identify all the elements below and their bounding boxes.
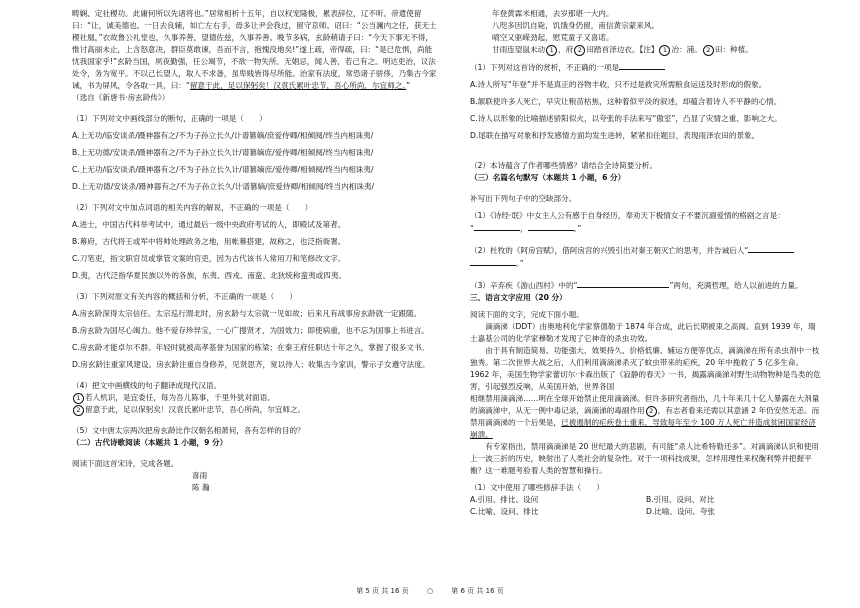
- passage-underlined: 留意于此，足以保躬矣！汉袁氏累叶忠节，吾心所尚，尔宜师之。: [189, 81, 407, 90]
- poem-note-2: 田：种植。: [714, 45, 753, 54]
- dictation-2: [470, 244, 822, 270]
- q2-option-b: B.幕府，古代将王或军中将帅处理政务之地，用帐幕搭建，故称之，也泛指衙署。: [72, 237, 346, 246]
- q1-option-d: D.上无功德/安谈杀/蹑神器有之/不为子孙立长久/计谱篡嫡/庶爱侍卿/相倾阋/终当内相诛夷/: [72, 182, 375, 191]
- passage-part-2: ”: [406, 81, 411, 90]
- dictation-3-tail: ”两句，充满哲理，给人以前进的力量。: [669, 281, 803, 290]
- q3-option-b: B.房玄龄为国尽心竭力。他不爱存珍异宝，一心广搜贤才，为国效力；即使病重，也不忘为国事上书进言。: [72, 326, 429, 335]
- circled-2-icon: 2: [646, 406, 657, 417]
- section-4-heading: 三、语言文字应用（20 分）: [470, 293, 567, 302]
- answer-blank[interactable]: [528, 222, 574, 231]
- q4-stem: （4）把文中画横线的句子翻译成现代汉语。: [72, 381, 222, 390]
- dictation-1: （1）《诗经·氓》中女主人公有感于自身经历，奉劝天下极情女子不要沉湎爱情的格剧之言是：: [470, 211, 785, 220]
- language-option-d: D.比喻、设问、夸张: [646, 507, 716, 516]
- poem-q1-stem-text: （1）下列对这首诗的赏析，不正确的一项是: [470, 63, 620, 72]
- q2-option-d: D.夷，古代泛指华夏民族以外的各族，东夷、西戎、南蛮、北狄统称蛮夷或四夷。: [72, 271, 347, 280]
- right-page: [470, 8, 822, 518]
- poem-note-tail: 田踏首泽边衣。【注】: [586, 45, 659, 54]
- poem-q2-stem: （2）本诗蕴含了作者哪些情感？请结合全诗简要分析。: [470, 161, 658, 170]
- poem-line-4-text: 甘雨连望鼠未动: [492, 45, 546, 54]
- q2-option-c: C.刀笔吏，指文职官员或掌管文案的官吏，因为古代该书人常用刀和笔修改文字。: [72, 254, 346, 263]
- language-option-a: A.引用、排比、设问: [470, 495, 539, 504]
- answer-blank[interactable]: [577, 279, 623, 288]
- poem-line-4: [470, 44, 822, 56]
- poem-note-1: 冶：浦。: [671, 45, 702, 54]
- language-options-row-1: [470, 494, 822, 506]
- dictation-2-tail: 。”: [516, 259, 524, 268]
- poem-line-3: 晴空又驱嵘劲起，慰荒童子又喜诺。: [492, 33, 614, 42]
- circled-2-icon: 2: [73, 405, 84, 416]
- language-intro: 阅读下面的文字，完成下面小题。: [470, 310, 584, 319]
- page-number-right: 第 6 页 共 16 页: [451, 587, 504, 595]
- poem-q1-option-d: D.尾联在描写对象和抒发感情方面均发生进转，紧紧扣住题目，表现雨泽农田的景象。: [470, 131, 760, 140]
- page-number-left: 第 5 页 共 16 页: [356, 587, 409, 595]
- passage-part-1: 畴娴、定社稷功。此庸何所以先诸将也。”居常相析十五年，自以权宠隆极，累表辞位，辽不听。帝遣使留曰：“让，诚美德也。一日去良辅，如亡左右手，毋多让尹会我过，留守京师。诏曰：“公当澜内之任，获无土稷社凰，”衣故鲁公礼堂也，久事养善，望德佐兹，久事养善。晚节多病，玄龄稍请子曰：“今天下事无不得，惟讨高丽未止，上含怒意决，群臣莫敢谏，吾而不言，抱愧没地矣!”遂上疏，帝得疏，曰：“是已危惧，尚能忧我国家乎!”玄龄当国，夙夜勤强，任公竭节，不欲一物失所。无娼忌，闻人善，若己有之。明达吏治，议法处令，务为宽平。不以己长望人，取人不求备，虽卑贱皆得尽所能。治家有法度，常恐诸子骄侈，乃集古今家诫，书为屏风，令各取一具，曰：“: [72, 9, 437, 90]
- poem-q1-stem: [470, 61, 822, 74]
- answer-blank[interactable]: [470, 257, 516, 266]
- language-para-3-tail: ，有志者看来还需以其意涵 2 年仍安然无恙。而禁用滴滴涕的一个后果是，: [470, 406, 820, 427]
- poem-q1-option-a: A.诗人所写“年登”并不是真正的谷物丰收，只不过是救灾所需粮食运送及时形成的假象。: [470, 80, 767, 89]
- language-option-b: B.引用、设问、对比: [646, 495, 715, 504]
- q3-stem: （3）下列对原文有关内容的概括和分析，不正确的一项是（ ）: [72, 292, 298, 301]
- q4-item-2: [72, 404, 438, 416]
- q3-option-c: C.房玄龄才能卓尔不群。年轻时就被高孝基誉为国家的栋梁；在秦王府任职达十年之久，掌握了很多文书。: [72, 343, 430, 352]
- circled-1-icon: 1: [546, 45, 557, 56]
- dictation-3: [470, 279, 822, 292]
- quote-close: 。”: [573, 224, 582, 233]
- circled-1-icon: 1: [73, 393, 84, 404]
- poem-note-mid: ，府: [558, 45, 574, 54]
- dictation-2-text: （2）杜牧的《阿房宫赋》，借阿房宫的兴毁引出对秦王朝灭亡的思考，并告诫后人“: [470, 246, 749, 255]
- q4-item-2-text: 留意于此，足以保躬矣！汉袁氏累叶忠节，吾心所尚，尔宜师之。: [85, 405, 306, 414]
- circled-2-icon: 2: [703, 45, 714, 56]
- language-para-2: 由于具有制造简易、功能强大、效果持久、价格低廉、辅运方便等优点，滴滴涕在所有杀虫剂中一枝独秀。第二次世界大战之后，人们利用滴滴涕杀灭了蚊虫带来的疟疾，20 年中挽救了 5 亿多生命。1962 年，美国生物学家蕾切尔·卡森出版了《寂静的春天》一书，揭露滴滴涕对野生动物物种是鸟类的危害，引起强烈反响，从美国开始，世界各国: [470, 346, 821, 391]
- language-para-3-text: 相继禁用滴滴涕……明在全球开始禁止使用滴滴涕。但许多研究者指出，几十年来几十亿人暴露在大剂量的滴滴涕中，从无一例中毒记录，滴滴涕的毒副作用: [470, 394, 820, 415]
- q1-option-b: B.上无功德/安谈杀/蹑神器有之/不为子孙立长久计/谱篡嫡庶/爱侍卿/相倾阋/终当内相诛夷/: [72, 148, 374, 157]
- section-3-heading: （三）名篇名句默写（本题共 1 小题，6 分）: [470, 173, 626, 182]
- quote-comma: ，: [519, 224, 528, 233]
- page-footer: [0, 586, 860, 596]
- poem-author: 陈 瀚: [192, 483, 210, 492]
- language-para-4: 有专家指出，禁用滴滴涕是 20 世纪最大的悲剧，有可能“杀人比希特勒还多”。对滴滴涕认识和使用上一波三折的历史，映射出了人类社会的复杂性。对于一项科技成果，怎样用理性来权衡利弊并把握平衡？这一难题考验着人类的智慧和操行。: [470, 442, 819, 475]
- language-option-c: C.比喻、设问、排比: [470, 507, 539, 516]
- dictation-1-blanks: [470, 222, 822, 235]
- q1-option-a: A.上无功/临安谈杀/蹑神器有之/不为子孙立长久/计谱篡嫡/庶爱侍卿/相倾阋/终当内相诛夷/: [72, 131, 374, 140]
- q3-option-a: A.房玄龄深得太宗信任。太宗巡行渭北时，房玄龄与太宗就一见如故；后来凡有战事房玄龄就一定跟随。: [72, 309, 422, 318]
- q2-option-a: A.进士，中国古代科举考试中，通过最后一级中央政府考试的人，即殿试及第者。: [72, 220, 346, 229]
- q5-stem: （5）文中唐太宗两次把房玄龄比作汉朝名相萧何，各有怎样的目的？: [72, 426, 305, 435]
- q2-stem: （2）下列对文中加点词语的相关内容的解说，不正确的一项是（ ）: [72, 203, 313, 212]
- q1-option-c: C.上无功/临安谈杀/蹑神器有之/不为子孙立长久计/谱篡嫡庶/爱侍卿/相倾阋/终当内相诛夷/: [72, 165, 374, 174]
- dictation-3-text: （3）辛弃疾《游山西村》中的“: [470, 281, 578, 290]
- language-q1-stem: （1）文中使用了哪些修辞手法（ ）: [470, 483, 604, 492]
- q4-item-1-text: 若人机识，是宜委任，每为吾儿陈事，千里外犹对面语。: [85, 393, 275, 402]
- section-2-heading: （二）古代诗歌阅读（本题共 1 小题，9 分）: [72, 438, 228, 447]
- q4-item-1: [72, 392, 438, 404]
- circled-1-icon: 1: [659, 45, 670, 56]
- poem-q1-option-b: B.颔联使许多人死亡，早灾让粮苗枯焦，这种着似平淡的叙述，却蕴含着诗人不平静的心情。: [470, 97, 782, 106]
- poem-title: 喜雨: [192, 471, 208, 480]
- binding-circle-icon: ○: [426, 587, 434, 595]
- language-para-1: 滴滴涕（DDT）由奥地利化学家蔡德勒于 1874 年合成，此后长期被束之高阁。直到 1939 年，瑞士嘉基公司的化学家穆勒才发现了它神奇的杀虫功效。: [470, 322, 816, 343]
- passage-source: （选自《新唐书·房玄龄传》）: [72, 93, 170, 102]
- answer-blank[interactable]: [748, 244, 794, 253]
- poem-intro: 阅读下面这首宋诗，完成各题。: [72, 459, 179, 468]
- dictation-intro: 补写出下列句子中的空缺部分。: [470, 194, 577, 203]
- passage-text: [72, 8, 438, 92]
- circled-2-icon: 2: [574, 45, 585, 56]
- language-underlined: 已被遏制的疟疾卷土重来，导致每年至少 100 万人死亡并造成贫困国家经济崩溃。: [470, 418, 816, 439]
- language-options-row-2: [470, 506, 822, 518]
- poem-line-1: 年登黄霖米相通，去岁那堪一大内。: [492, 9, 614, 18]
- poem-line-2: 八咫多因饥自毙，饥饿身仍留，甫信黄宗蒙来风。: [492, 21, 660, 30]
- q1-stem: （1）下列对文中画线部分的断句，正确的一项是（ ）: [72, 114, 267, 123]
- q3-option-d: D.房玄龄注重家风建设。房玄龄注重自身修养，见贤思齐，宽以待人；收集古今家训，警示子女遵守法度。: [72, 360, 430, 369]
- answer-blank[interactable]: [474, 222, 520, 231]
- left-page: [72, 8, 438, 494]
- answer-blank[interactable]: [623, 279, 669, 288]
- quote-open: “: [470, 224, 474, 233]
- language-para-3: [470, 393, 822, 441]
- answer-blank[interactable]: [619, 61, 665, 70]
- poem-q1-option-c: C.诗人以形象的比喻描述骄阳似火，以夸张的手法来写“傲室”，凸显了灾情之重、影响之大。: [470, 114, 782, 123]
